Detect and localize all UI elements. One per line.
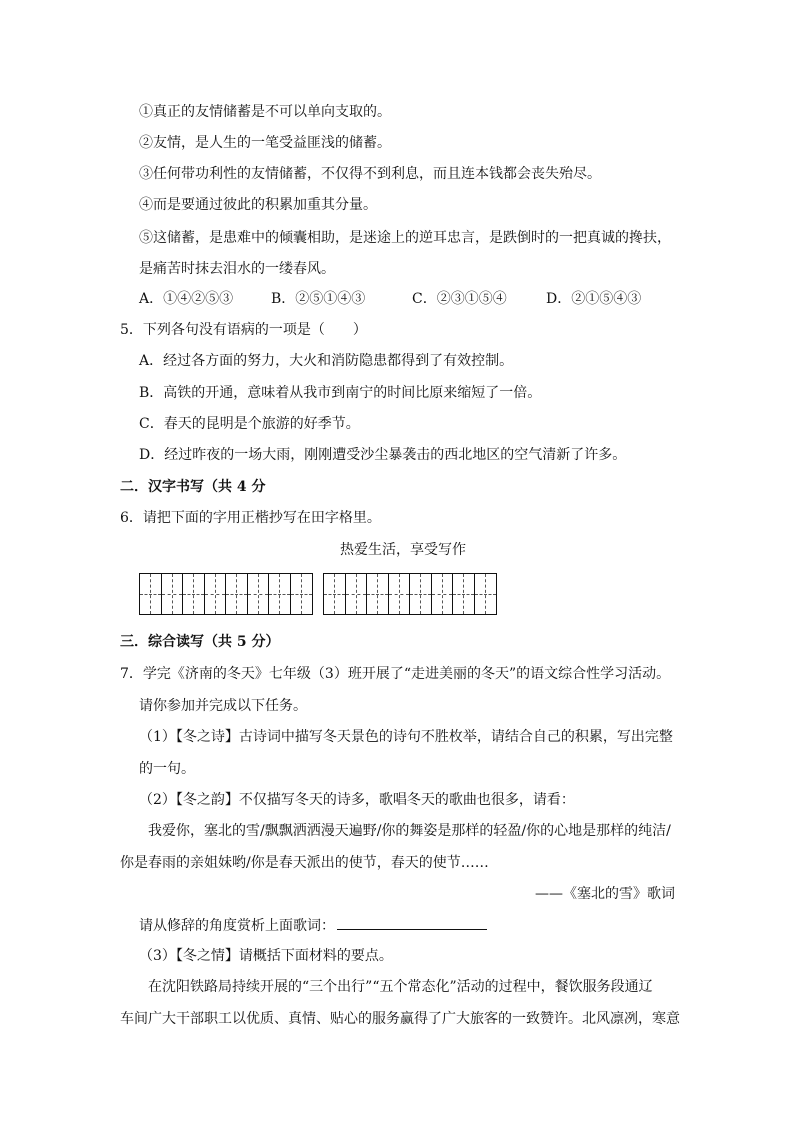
tianzige-grid-right[interactable] [323, 573, 497, 615]
grid-cell[interactable] [367, 574, 389, 614]
q4-sentence-2: ②友情，是人生的一笔受益匪浅的储蓄。 [139, 135, 391, 151]
q4-option-b[interactable]: B．②⑤①④③ [271, 291, 366, 307]
lyric-source: ——《塞北的雪》歌词 [535, 886, 675, 902]
q4-option-c[interactable]: C．②③①⑤④ [412, 291, 507, 307]
task-3-stem: （3）【冬之情】请概括下面材料的要点。 [139, 948, 393, 964]
q4-sentence-1: ①真正的友情储蓄是不可以单向支取的。 [139, 104, 391, 120]
task-2-ask-text: 请从修辞的角度赏析上面歌词： [139, 918, 335, 934]
grid-cell[interactable] [291, 574, 313, 614]
material-line-2: 车间广大干部职工以优质、真情、贴心的服务赢得了广大旅客的一致赞许。北风凛冽，寒意 [120, 1011, 680, 1027]
section-2-heading: 二．汉字书写（共 4 分 [120, 479, 266, 495]
task-1-line-2: 的一句。 [139, 761, 195, 777]
grid-cell[interactable] [205, 574, 227, 614]
section-3-heading: 三．综合读写（共 5 分） [120, 634, 280, 650]
grid-cell[interactable] [183, 574, 205, 614]
q5-option-d[interactable]: D．经过昨夜的一场大雨，刚刚遭受沙尘暴袭击的西北地区的空气清新了许多。 [139, 447, 627, 463]
grid-cell[interactable] [410, 574, 432, 614]
q4-sentence-5a: ⑤这储蓄，是患难中的倾囊相助，是迷途上的逆耳忠言，是跌倒时的一把真诚的搀扶， [139, 230, 671, 246]
q4-sentence-4: ④而是要通过彼此的积累加重其分量。 [139, 197, 377, 213]
q5-option-a[interactable]: A．经过各方面的努力，大火和消防隐患都得到了有效控制。 [139, 353, 514, 369]
q5-option-b[interactable]: B．高铁的开通，意味着从我市到南宁的时间比原来缩短了一倍。 [139, 385, 542, 401]
q4-sentence-3: ③任何带功利性的友情储蓄，不仅得不到利息，而且连本钱都会丧失殆尽。 [139, 166, 601, 182]
task-2-stem: （2）【冬之韵】不仅描写冬天的诗多，歌唱冬天的歌曲也很多，请看： [139, 792, 575, 808]
q4-option-d[interactable]: D．②①⑤④③ [546, 291, 642, 307]
q5-stem: 5．下列各句没有语病的一项是（ ） [120, 322, 367, 338]
q5-option-c[interactable]: C．春天的昆明是个旅游的好季节。 [139, 416, 360, 432]
copy-phrase: 热爱生活，享受写作 [340, 542, 466, 558]
tianzige-grid-left[interactable] [139, 573, 313, 615]
lyric-line-1: 我爱你，塞北的雪/飘飘洒洒漫天遍野/你的舞姿是那样的轻盈/你的心地是那样的纯洁/ [148, 823, 671, 839]
grid-cell[interactable] [432, 574, 454, 614]
grid-cell[interactable] [324, 574, 346, 614]
q7-stem-1: 7．学完《济南的冬天》七年级（3）班开展了“走进美丽的冬天”的语文综合性学习活动。 [120, 666, 671, 682]
task-2-ask [139, 915, 487, 935]
grid-cell[interactable] [475, 574, 497, 614]
q4-option-a[interactable]: A．①④②⑤③ [139, 291, 234, 307]
grid-cell[interactable] [269, 574, 291, 614]
grid-cell[interactable] [346, 574, 368, 614]
grid-cell[interactable] [248, 574, 270, 614]
grid-cell[interactable] [453, 574, 475, 614]
task-1-line-1: （1）【冬之诗】古诗词中描写冬天景色的诗句不胜枚举，请结合自己的积累，写出完整 [139, 729, 673, 745]
grid-cell[interactable] [162, 574, 184, 614]
grid-cell[interactable] [226, 574, 248, 614]
lyric-line-2: 你是春雨的亲姐妹哟/你是春天派出的使节，春天的使节…… [120, 855, 489, 871]
answer-blank[interactable] [337, 915, 487, 930]
q7-stem-2: 请你参加并完成以下任务。 [139, 698, 307, 714]
q6-stem: 6．请把下面的字用正楷抄写在田字格里。 [120, 510, 381, 526]
q4-sentence-5b: 是痛苦时抹去泪水的一缕春风。 [139, 261, 335, 277]
grid-cell[interactable] [389, 574, 411, 614]
material-line-1: 在沈阳铁路局持续开展的“三个出行”“五个常态化”活动的过程中，餐饮服务段通辽 [148, 979, 653, 995]
grid-cell[interactable] [140, 574, 162, 614]
